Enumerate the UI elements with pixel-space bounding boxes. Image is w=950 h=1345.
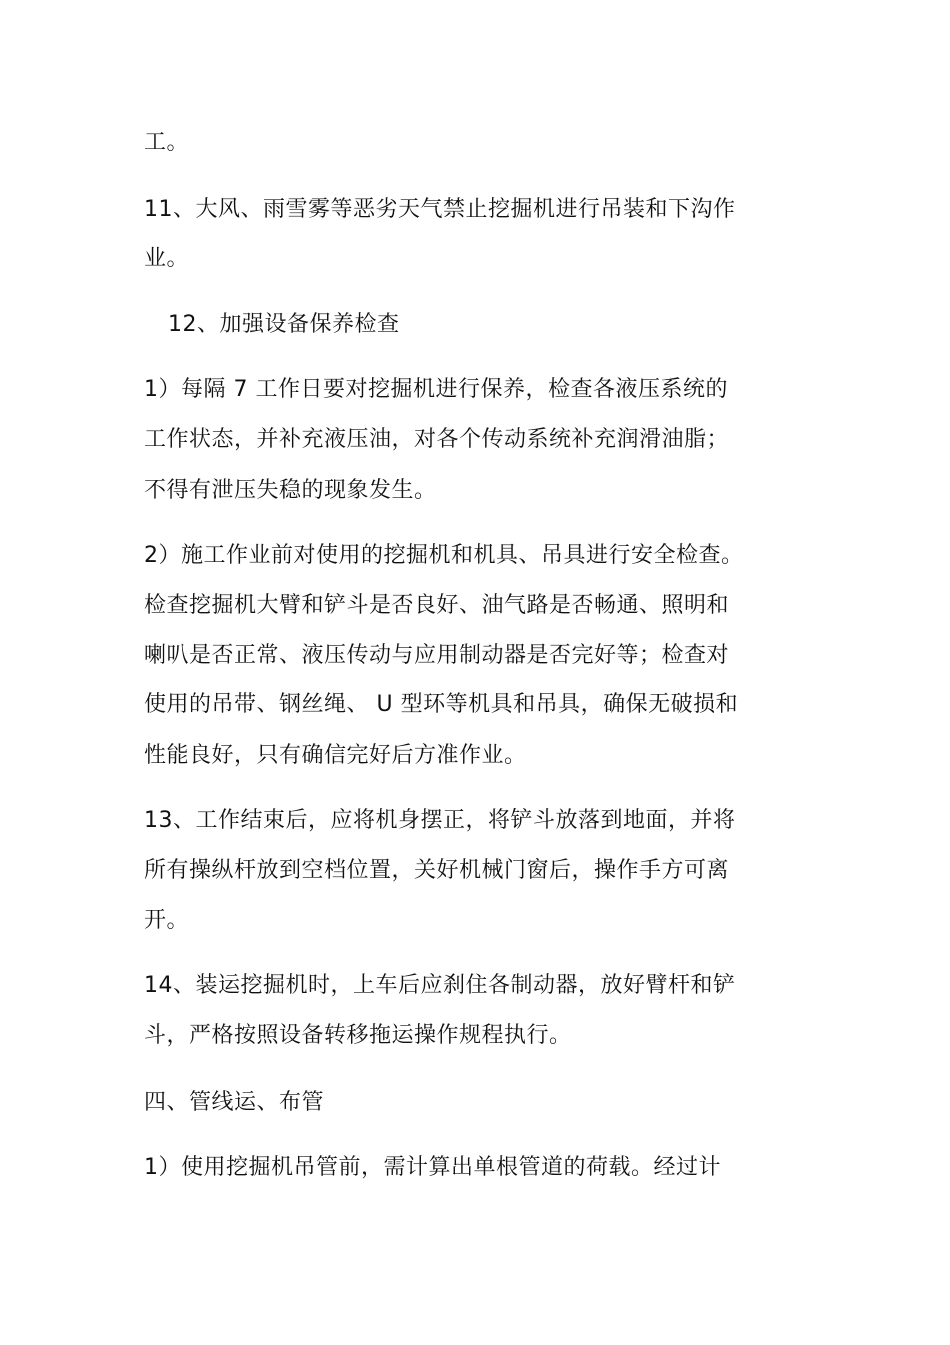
section-heading: 四、管线运、布管 bbox=[144, 1090, 325, 1115]
text-line: 检查挖掘机大臂和铲斗是否良好、油气路是否畅通、照明和 bbox=[144, 593, 730, 618]
text-line: 13、工作结束后，应将机身摆正，将铲斗放落到地面，并将 bbox=[144, 808, 736, 833]
text-line: 所有操纵杆放到空档位置，关好机械门窗后，操作手方可离 bbox=[144, 858, 730, 883]
text-line: 开。 bbox=[144, 908, 190, 933]
text-line: 1）每隔 7 工作日要对挖掘机进行保养，检查各液压系统的 bbox=[144, 377, 728, 402]
text-line: 斗，严格按照设备转移拖运操作规程执行。 bbox=[144, 1023, 572, 1048]
text-line: 喇叭是否正常、液压传动与应用制动器是否完好等；检查对 bbox=[144, 643, 730, 668]
text-line: 1）使用挖掘机吊管前，需计算出单根管道的荷载。经过计 bbox=[144, 1155, 721, 1180]
section-heading: 12、加强设备保养检查 bbox=[168, 312, 400, 337]
text-line: 工。 bbox=[144, 130, 190, 155]
text-line: 性能良好，只有确信完好后方准作业。 bbox=[144, 743, 527, 768]
text-line: 14、装运挖掘机时，上车后应刹住各制动器，放好臂杆和铲 bbox=[144, 973, 736, 998]
text-line: 使用的吊带、钢丝绳、 U 型环等机具和吊具，确保无破损和 bbox=[144, 692, 739, 717]
text-line: 业。 bbox=[144, 246, 190, 271]
text-line: 2）施工作业前对使用的挖掘机和机具、吊具进行安全检查。 bbox=[144, 543, 744, 568]
text-line: 不得有泄压失稳的现象发生。 bbox=[144, 478, 437, 503]
text-line: 工作状态，并补充液压油，对各个传动系统补充润滑油脂； bbox=[144, 427, 730, 452]
text-line: 11、大风、雨雪雾等恶劣天气禁止挖掘机进行吊装和下沟作 bbox=[144, 197, 736, 222]
